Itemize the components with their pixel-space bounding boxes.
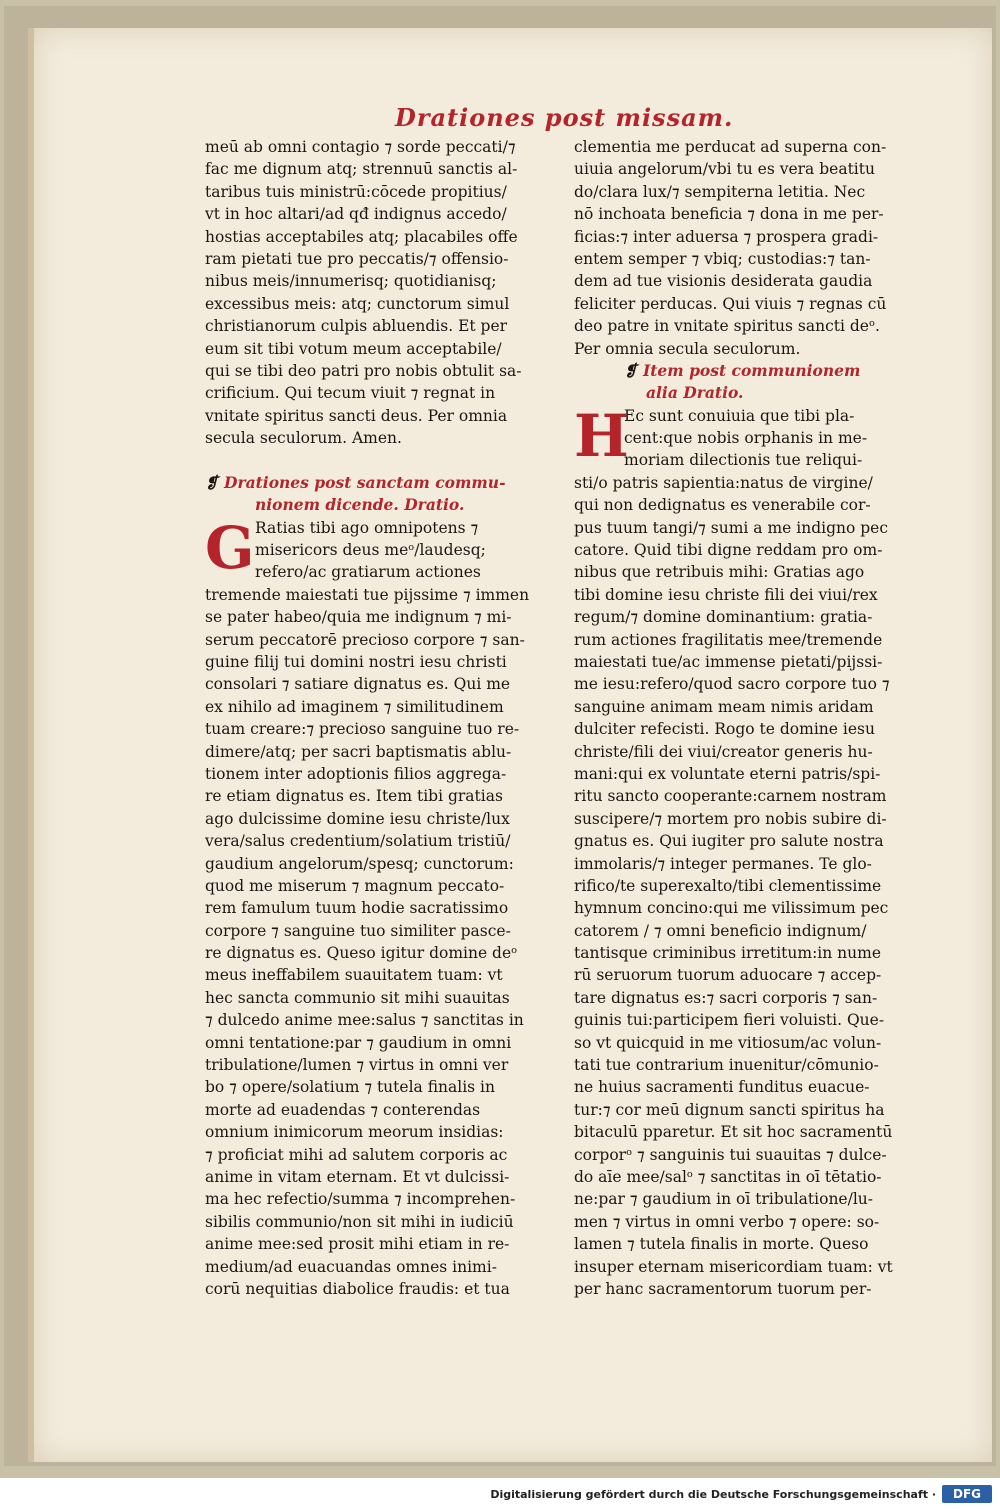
text-line: quod me miserum ⁊ magnum peccato- [205, 876, 505, 895]
text-line: refero/ac gratiarum actiones [255, 563, 481, 582]
text-line: dulciter refecisti. Rogo te domine iesu [574, 720, 875, 739]
text-line: tibi domine iesu christe fili dei viui/rex [574, 585, 878, 604]
text-line: clementia me perducat ad superna con- [574, 138, 887, 156]
text-line: bo ⁊ opere/solatium ⁊ tutela finalis in [205, 1078, 495, 1097]
footer-credit: Digitalisierung gefördert durch die Deutsche Forschungsgemeinschaft · [490, 1488, 936, 1501]
left-text-block-b [205, 513, 583, 1301]
text-line: rū seruorum tuorum aduocare ⁊ accep- [574, 966, 882, 985]
text-line: tuam creare:⁊ precioso sanguine tuo re- [205, 720, 520, 739]
text-line: re etiam dignatus es. Item tibi gratias [205, 787, 503, 806]
left-lines-b [205, 513, 583, 1301]
text-line: crificium. Qui tecum viuit ⁊ regnat in [205, 384, 496, 403]
text-line: men ⁊ virtus in omni verbo ⁊ opere: so- [574, 1212, 880, 1231]
text-line: immolaris/⁊ integer permanes. Te glo- [574, 854, 872, 873]
text-line: secula seculorum. Amen. [205, 429, 402, 448]
right-text-block-a [574, 136, 952, 360]
dropcap-initial: H [574, 401, 629, 470]
text-line: gnatus es. Qui iugiter pro salute nostra [574, 832, 884, 851]
text-line: mani:qui ex voluntate eterni patris/spi- [574, 764, 881, 783]
text-line: corporᵒ ⁊ sanguinis tui suauitas ⁊ dulce- [574, 1145, 887, 1164]
text-line: rifico/te superexalto/tibi clementissime [574, 876, 882, 895]
text-line: do aīe mee/salᵒ ⁊ sanctitas in oī tētatio- [574, 1167, 882, 1186]
text-line: dimere/atq; per sacri baptismatis ablu- [205, 742, 512, 761]
text-line: catore. Quid tibi digne reddam pro om- [574, 541, 883, 560]
text-line: se pater habeo/quia me indignum ⁊ mi- [205, 608, 512, 627]
right-column [574, 136, 952, 1300]
text-line: lamen ⁊ tutela finalis in morte. Queso [574, 1235, 869, 1254]
text-line: hec sancta communio sit mihi suauitas [205, 988, 510, 1007]
text-line: meus ineffabilem suauitatem tuam: vt [205, 966, 503, 985]
spacer [205, 449, 583, 471]
text-line: do/clara lux/⁊ sempiterna letitia. Nec [574, 182, 866, 201]
text-line: gaudium angelorum/spesq; cunctorum: [205, 854, 514, 873]
text-line: re dignatus es. Queso igitur domine deᵒ [205, 944, 518, 963]
text-line: eum sit tibi votum meum acceptabile/ [205, 339, 502, 358]
footer-bar [0, 1478, 1000, 1510]
text-line: tantisque criminibus irretitum:in nume [574, 944, 881, 963]
text-line: sti/o patris sapientia:natus de virgine/ [574, 473, 873, 492]
text-line: vt in hoc altari/ad qđ indignus accedo/ [205, 205, 507, 224]
text-line: nibus que retribuis mihi: Gratias ago [574, 563, 865, 582]
text-line: qui se tibi deo patri pro nobis obtulit sa- [205, 361, 522, 380]
text-line: anime mee:sed prosit mihi etiam in re- [205, 1235, 510, 1254]
left-text-block-a [205, 136, 583, 449]
text-line: christianorum culpis abluendis. Et per [205, 317, 508, 336]
text-line: ma hec refectio/summa ⁊ incomprehen- [205, 1190, 516, 1209]
text-line: vera/salus credentium/solatium tristiū/ [205, 832, 511, 851]
text-line: fac me dignum atq; strennuū sanctis al- [205, 160, 518, 179]
text-line: moriam dilectionis tue reliqui- [624, 451, 863, 470]
pilcrow-icon: ❡ [624, 360, 637, 380]
text-line: Ratias tibi ago omnipotens ⁊ [255, 518, 479, 537]
text-line: so vt quicquid in me vitiosum/ac volun- [574, 1033, 882, 1052]
text-line: ago dulcissime domine iesu christe/lux [205, 809, 510, 828]
text-line: excessibus meis: atq; cunctorum simul [205, 294, 510, 313]
text-line: corpore ⁊ sanguine tuo similiter pasce- [205, 921, 511, 940]
text-line: per hanc sacramentorum tuorum per- [574, 1279, 872, 1298]
right-lines-b [574, 401, 952, 1301]
text-line: rum actiones fragilitatis mee/tremende [574, 630, 883, 649]
dfg-logo: DFG [942, 1485, 992, 1503]
text-line: tare dignatus es:⁊ sacri corporis ⁊ san- [574, 988, 878, 1007]
text-line: tionem inter adoptionis filios aggrega- [205, 764, 507, 783]
text-line: maiestati tue/ac immense pietati/pijssi- [574, 652, 883, 671]
text-line: feliciter perducas. Qui viuis ⁊ regnas cū [574, 294, 887, 313]
text-line: sibilis communio/non sit mihi in iudiciū [205, 1212, 514, 1231]
text-line: guine filij tui domini nostri iesu christi [205, 652, 507, 671]
text-line: entem semper ⁊ vbiq; custodias:⁊ tan- [574, 249, 871, 268]
text-line: tremende maiestati tue pijssime ⁊ immen [205, 585, 530, 604]
text-line: misericors deus meᵒ/laudesq; [255, 541, 486, 560]
text-line: tribulatione/lumen ⁊ virtus in omni ver [205, 1056, 509, 1075]
text-line: cent:que nobis orphanis in me- [624, 429, 868, 448]
text-line: Ec sunt conuiuia que tibi pla- [624, 406, 855, 425]
text-line: pus tuum tangi/⁊ sumi a me indigno pec [574, 518, 889, 537]
text-line: tur:⁊ cor meū dignum sancti spiritus ha [574, 1100, 885, 1119]
text-line: hostias acceptabiles atq; placabiles offe [205, 227, 518, 246]
text-line: catorem / ⁊ omni beneficio indignum/ [574, 921, 867, 940]
text-line: bitaculū pparetur. Et sit hoc sacramentū [574, 1123, 893, 1142]
text-line: qui non dedignatus es venerabile cor- [574, 496, 871, 515]
text-line: corū nequitias diabolice fraudis: et tua [205, 1279, 510, 1298]
text-line: ⁊ dulcedo anime mee:salus ⁊ sanctitas in [205, 1011, 524, 1030]
rubric-line: Item post communionem [643, 360, 861, 380]
pilcrow-icon: ❡ [205, 472, 218, 492]
text-line: nō inchoata beneficia ⁊ dona in me per- [574, 205, 884, 224]
text-line: meū ab omni contagio ⁊ sorde peccati/⁊ [205, 138, 516, 156]
text-line: ficias:⁊ inter aduersa ⁊ prospera gradi- [574, 227, 879, 246]
right-text-block-b [574, 401, 952, 1301]
rubric-line: alia Dratio. [646, 383, 744, 403]
rubric-line: nionem dicende. Dratio. [255, 495, 465, 515]
text-line: medium/ad euacuandas omnes inimi- [205, 1257, 497, 1276]
text-line: serum peccatorē precioso corpore ⁊ san- [205, 630, 525, 649]
text-line: regum/⁊ domine dominantium: gratia- [574, 608, 873, 627]
text-line: dem ad tue visionis desiderata gaudia [574, 272, 873, 291]
text-line: omni tentatione:par ⁊ gaudium in omni [205, 1033, 512, 1052]
text-line: me iesu:refero/quod sacro corpore tuo ⁊ [574, 675, 890, 694]
text-line: ritu sancto cooperante:carnem nostram [574, 787, 887, 806]
text-line: morte ad euadendas ⁊ conterendas [205, 1100, 481, 1119]
text-line: ⁊ proficiat mihi ad salutem corporis ac [205, 1145, 508, 1164]
text-line: ram pietati tue pro peccatis/⁊ offensio- [205, 249, 509, 268]
running-head: Drationes post missam. [395, 103, 734, 132]
rubric-heading [205, 472, 583, 494]
text-line: consolari ⁊ satiare dignatus es. Qui me [205, 675, 511, 694]
text-line: deo patre in vnitate spiritus sancti deᵒ. [574, 317, 880, 336]
text-line: tati tue contrarium inuenitur/cōmunio- [574, 1056, 879, 1075]
text-line: taribus tuis ministrū:cōcede propitius/ [205, 182, 507, 201]
text-line: suscipere/⁊ mortem pro nobis subire di- [574, 809, 887, 828]
text-line: hymnum concino:qui me vilissimum pec [574, 899, 889, 918]
text-line: sanguine animam meam nimis aridam [574, 697, 874, 716]
text-line: nibus meis/innumerisq; quotidianisq; [205, 272, 497, 291]
dropcap-initial: G [205, 513, 255, 582]
rubric-heading [574, 360, 952, 382]
text-line: uiuia angelorum/vbi tu es vera beatitu [574, 160, 875, 179]
text-line: ex nihilo ad imaginem ⁊ similitudinem [205, 697, 504, 716]
text-line: anime in vitam eternam. Et vt dulcissi- [205, 1167, 510, 1186]
text-line: guinis tui:participem fieri voluisti. Que- [574, 1011, 885, 1030]
text-line: ne:par ⁊ gaudium in oī tribulatione/lu- [574, 1190, 873, 1209]
left-column [205, 136, 583, 1300]
text-line: ne huius sacramenti funditus euacue- [574, 1078, 870, 1097]
text-line: omnium inimicorum meorum insidias: [205, 1123, 504, 1142]
rubric-line: Drationes post sanctam commu- [224, 472, 506, 492]
text-line: rem famulum tuum hodie sacratissimo [205, 899, 509, 918]
text-line: insuper eternam misericordiam tuam: vt [574, 1257, 893, 1276]
text-line: christe/fili dei viui/creator generis hu- [574, 742, 873, 761]
text-line: vnitate spiritus sancti deus. Per omnia [205, 406, 508, 425]
text-line: Per omnia secula seculorum. [574, 339, 801, 358]
